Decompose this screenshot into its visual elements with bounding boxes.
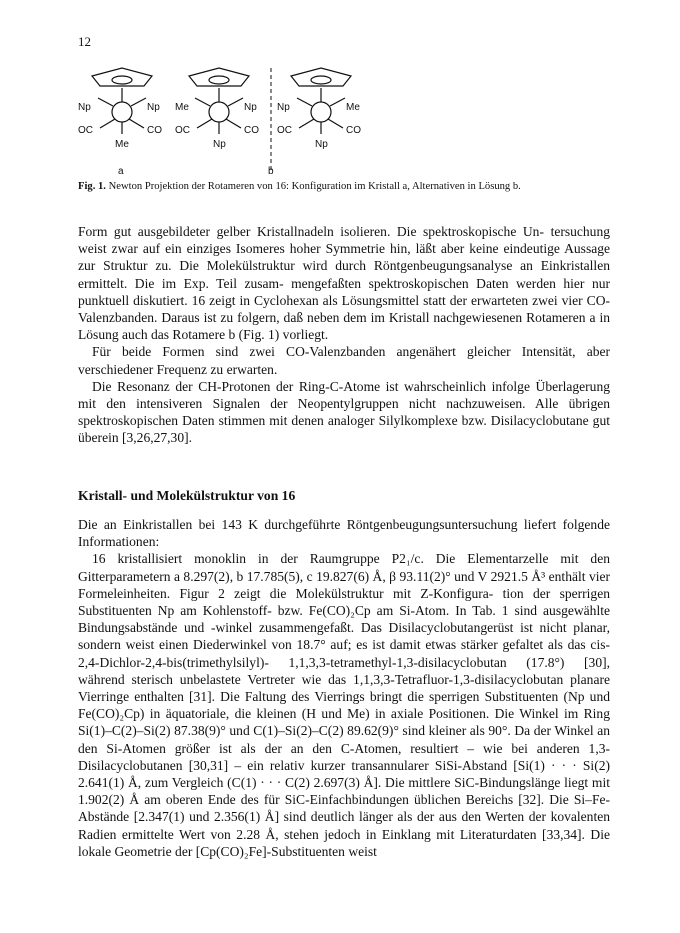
p1-l4: mengefaßten spektroskopischen Daten werden hier nur punktuell diskutiert. 16 zeigt [78,275,611,308]
mol-a-right-top: Np [147,102,160,113]
p5-l12: kleiner als 90°. Da der Winkel an den Si-Atomen größer ist als der an den [78,723,611,756]
text-block-2 [78,516,610,860]
p5-l4: In Tab. 1 sind ausgewählte Bindungsabstände und -winkel zusammengefaßt. Das [78,603,610,636]
molecule-b2 [291,68,351,134]
mol-b1-left-top: Me [175,102,189,113]
mol-a-bottom: Me [115,139,129,150]
p3-l3: Silylkomplexe bzw. Disilacyclobutane gut überein [3,26,27,30]. [78,413,610,446]
cyclopentadienyl-ring-icon [92,68,152,86]
cyclopentadienyl-ring-icon [189,68,249,86]
p5-l9: [31]. Die Faltung des Vierrings bringt die sperrigen Substituenten (Np und [189,689,610,705]
p5-l8: Vertreter wie das 1,1,3,3-Tetrafluor-1,3-disilacyclobutan planare Vierringe enthalten [78,671,610,705]
p2-l1: aber verschiedener Frequenz zu erwarten. [78,344,610,377]
p5-l14: kurzer transannularer SiSi-Abstand [Si(1) · · · Si(2) 2.641(1) Å, zum Vergleich [78,757,610,791]
mol-b1-right-top: Np [244,102,257,113]
mol-a-right-bottom: CO [147,125,162,136]
molecule-b1 [189,68,249,134]
paragraph-4 [78,516,610,550]
mol-a-left-top: Np [78,102,91,113]
p5-l16: oberen Ende des für SiC-Einfachbindungen üblichen Bereichs [32]. Die Si–Fe- [165,792,611,808]
p1-l7: Lösung auch das Rotamere b (Fig. 1) vorliegt. [78,327,329,343]
p1-l2: keine eindeutige Aussage zur Struktur zu. Die Molekülstruktur wird durch [78,241,611,274]
p1-l3: Röntgenbeugungsanalyse an Einkristallen ermittelt. Die im Exp. Teil zusam- [78,258,610,291]
p5-l10: Fe(CO)₂Cp) in äquatoriale, die kleinen (H und Me) in axiale Positionen. Die [78,706,515,722]
paragraph-5 [78,550,610,860]
p3-l1: Überlagerung mit den intensiveren Signalen der Neopentylgruppen nicht [78,378,611,412]
p5-l3: tion der sperrigen Substituenten Np am Kohlenstoff- bzw. Fe(CO)₂Cp am Si-Atom. [78,585,610,619]
p5-l15: (C(1) · · · C(2) 2.697(3) Å]. Die mittlere SiC-Bindungslänge liegt mit 1.902(2) Å am [78,775,610,808]
p5-l7: 1,1,3,3-tetramethyl-1,3-disilacyclobutan (17.8°) [30], während sterisch unbelastete [78,654,611,687]
p5-l0: 16 kristallisiert monoklin in der Raumgruppe P2₁/c. Die Elementarzelle mit den [92,551,610,567]
paragraph-2 [78,343,610,377]
p4-l0: Die an Einkristallen bei 143 K durchgeführte Röntgenbeugungsuntersuchung [78,517,518,532]
p5-l6: auf; es ist damit etwas stärker gefaltet als das cis-2,4-Dichlor-2,4-bis(trimethylsilyl)- [78,637,610,670]
caption-text: Newton Projektion der Rotameren von 16: Konfiguration im Kristall a, Alternativen in Lösung b. [108,181,521,192]
p3-l2: nachzuweisen. Alle übrigen spektroskopischen Daten stimmen mit denen analoger [78,396,611,429]
paragraph-3 [78,378,610,447]
p1-l5: in Cyclohexan als Lösungsmittel statt der erwarteten zwei vier CO-Valenzbanden. [78,292,610,326]
p5-l17: Abstände [2.347(1) und 2.356(1) Å] sind deutlich länger als der aus den Werten der [78,809,546,825]
p1-l1: tersuchung weist zwar auf ein einziges Isomeres hoher Symmetrie hin, läßt aber [78,224,611,257]
mol-b2-left-top: Np [277,102,290,113]
mol-b1-right-bottom: CO [244,125,259,136]
mol-b2-bottom: Np [315,139,328,150]
section-heading: Kristall- und Molekülstruktur von 16 [78,488,296,503]
label-b: b [268,166,274,177]
mol-b2-right-bottom: CO [346,125,361,136]
p1-l0: Form gut ausgebildeter gelber Kristallnadeln isolieren. Die spektroskopische Un- [78,224,544,239]
caption-prefix: Fig. 1. [78,181,106,192]
mol-b2-left-bottom: OC [277,125,292,136]
newman-diagram [78,62,608,182]
mol-b2-right-top: Me [346,102,360,113]
p5-l13: C-Atomen, resultiert – wie bei anderen 1,3-Disilacyclobutanen [30,31] – ein relativ [78,740,610,773]
p5-l11: Winkel im Ring Si(1)–C(2)–Si(2) 87.38(9)° und C(1)–Si(2)–C(2) 89.62(9)° sind [78,706,610,739]
p5-l5: Disilacyclobutangerüst ist nicht planar, sondern weist einen Diederwinkel von 18.7° [78,620,610,653]
p5-l18: kovalenten Radien ermittelte Wert von 2.28 Å, stehen jedoch in Einklang mit [78,809,610,842]
label-a: a [118,166,124,177]
mol-b1-left-bottom: OC [175,125,190,136]
page-number: 12 [78,34,91,49]
figure-caption [78,181,618,192]
p1-l6: Daraus ist zu folgern, daß neben dem im Kristall nachgewiesenen Rotameren a in [161,310,610,326]
mol-b1-bottom: Np [213,139,226,150]
cyclopentadienyl-ring-icon [291,68,351,86]
p2-l0: Für beide Formen sind zwei CO-Valenzbanden angenähert gleicher Intensität, [92,344,576,360]
p5-l2: Å³ enthält vier Formeleinheiten. Figur 2 zeigt die Molekülstruktur mit Z-Konfigura- [78,568,611,601]
p4-l1: liefert folgende Informationen: [78,517,610,550]
p5-l1: Gitterparametern a 8.297(2), b 17.785(5), c 19.827(6) Å, β 93.11(2)° und V 2921.5 [78,568,528,584]
text-block-1 [78,223,610,447]
molecule-a [92,68,152,134]
p5-l19: Literaturdaten [33,34]. Die lokale Geometrie der [Cp(CO)₂Fe]-Substituenten weist [78,826,610,859]
p3-l0: Die Resonanz der CH-Protonen der Ring-C-Atome ist wahrscheinlich infolge [92,378,530,394]
mol-a-left-bottom: OC [78,125,93,136]
paragraph-1 [78,223,610,343]
